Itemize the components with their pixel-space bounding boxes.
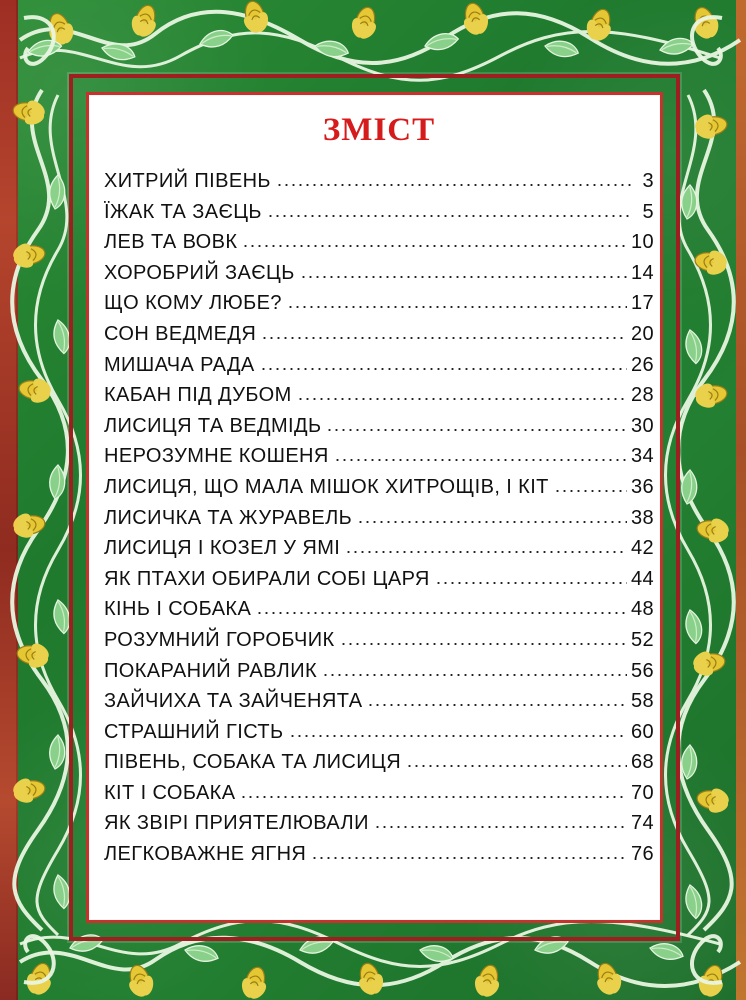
contents-entry-title: МИШАЧА РАДА [104,353,255,376]
contents-entry-title: ХИТРИЙ ПІВЕНЬ [104,170,271,192]
contents-entry-page: 38 [630,506,654,529]
contents-row [104,197,654,228]
dot-leader [297,397,627,401]
contents-row [104,564,654,595]
contents-entry-page: 58 [630,690,654,713]
contents-row [104,594,654,625]
contents-entry-title: ЩО КОМУ ЛЮБЕ? [104,292,282,315]
contents-entry-title: ПІВЕНЬ, СОБАКА ТА ЛИСИЦЯ [104,751,402,774]
contents-entry-title: ЛИСИЦЯ І КОЗЕЛ У ЯМІ [104,537,341,560]
contents-row [104,747,654,778]
contents-row [104,319,654,350]
contents-entry-page: 20 [630,322,654,345]
contents-entry-title: ЗАЙЧИХА ТА ЗАЙЧЕНЯТА [104,690,363,713]
contents-entry-page: 34 [630,445,654,468]
dot-leader [357,520,627,524]
dot-leader [260,367,627,371]
contents-row [104,808,654,839]
dot-leader [435,581,627,585]
contents-entry-title: РОЗУМНИЙ ГОРОБЧИК [104,628,335,651]
contents-entry-title: СОН ВЕДМЕДЯ [104,322,257,345]
contents-entry-page: 3 [642,170,654,192]
contents-row [104,686,654,717]
dot-leader [287,305,627,309]
contents-row [104,533,654,564]
contents-entry-page: 42 [630,537,654,560]
contents-entry-title: ЛИСИЦЯ ТА ВЕДМІДЬ [104,414,322,437]
contents-entry-page: 76 [630,843,654,866]
contents-row [104,656,654,687]
contents-row [104,227,654,258]
contents-row [104,411,654,442]
contents-entry-title: ЯК ПТАХИ ОБИРАЛИ СОБІ ЦАРЯ [104,567,430,590]
contents-entry-title: ЛЕГКОВАЖНЕ ЯГНЯ [104,843,307,866]
contents-entry-title: ЇЖАК ТА ЗАЄЦЬ [104,200,262,223]
dot-leader [242,244,627,248]
contents-entry-page: 44 [630,567,654,590]
contents-row [104,258,654,289]
dot-leader [289,734,627,738]
contents-entry-title: ЛИСИЧКА ТА ЖУРАВЕЛЬ [104,506,353,529]
contents-row [104,625,654,656]
contents-entry-page: 36 [630,475,654,498]
dot-leader [276,183,632,187]
contents-entry-title: КАБАН ПІД ДУБОМ [104,384,292,407]
contents-row [104,288,654,319]
contents-entry-page: 26 [630,353,654,376]
contents-row [104,166,654,197]
dot-leader [311,856,627,860]
contents-entry-title: ЛИСИЦЯ, ЩО МАЛА МІШОК ХИТРОЩІВ, І КІТ [104,475,549,498]
contents-panel [104,108,654,878]
dot-leader [326,428,626,432]
contents-entry-page: 5 [642,200,654,223]
contents-entry-page: 14 [630,261,654,284]
dot-leader [340,642,627,646]
right-book-edge [736,0,746,1000]
contents-entry-title: ПОКАРАНИЙ РАВЛИК [104,659,318,682]
dot-leader [261,336,627,340]
dot-leader [256,611,627,615]
contents-entry-page: 17 [630,292,654,315]
contents-entry-page: 48 [630,598,654,621]
contents-row [104,350,654,381]
left-book-edge [0,0,18,1000]
dot-leader [406,764,627,768]
contents-title: ЗМІСТ [322,112,436,148]
contents-entry-title: НЕРОЗУМНЕ КОШЕНЯ [104,445,329,468]
contents-row [104,839,654,870]
dot-leader [240,795,626,799]
contents-entry-page: 30 [630,414,654,437]
contents-row [104,778,654,809]
contents-row [104,380,654,411]
dot-leader [267,214,632,218]
contents-entry-title: ЛЕВ ТА ВОВК [104,231,238,254]
contents-entry-page: 70 [630,781,654,804]
contents-row [104,472,654,503]
dot-leader [367,703,627,707]
dot-leader [300,275,627,279]
contents-entry-page: 56 [630,659,654,682]
contents-entry-page: 68 [630,751,654,774]
contents-entry-page: 52 [630,628,654,651]
contents-entry-page: 28 [630,384,654,407]
dot-leader [334,458,627,462]
dot-leader [322,673,627,677]
dot-leader [554,489,627,493]
contents-entry-page: 10 [630,231,654,254]
contents-entry-title: СТРАШНИЙ ГІСТЬ [104,720,284,743]
contents-entry-page: 60 [630,720,654,743]
dot-leader [345,550,627,554]
contents-entry-title: КІТ І СОБАКА [104,781,236,804]
contents-row [104,441,654,472]
contents-row [104,503,654,534]
dot-leader [374,825,627,829]
contents-entry-title: КІНЬ І СОБАКА [104,598,252,621]
contents-entry-title: ХОРОБРИЙ ЗАЄЦЬ [104,261,295,284]
contents-entry-page: 74 [630,812,654,835]
contents-list [104,166,654,870]
contents-entry-title: ЯК ЗВІРІ ПРИЯТЕЛЮВАЛИ [104,812,369,835]
contents-row [104,717,654,748]
